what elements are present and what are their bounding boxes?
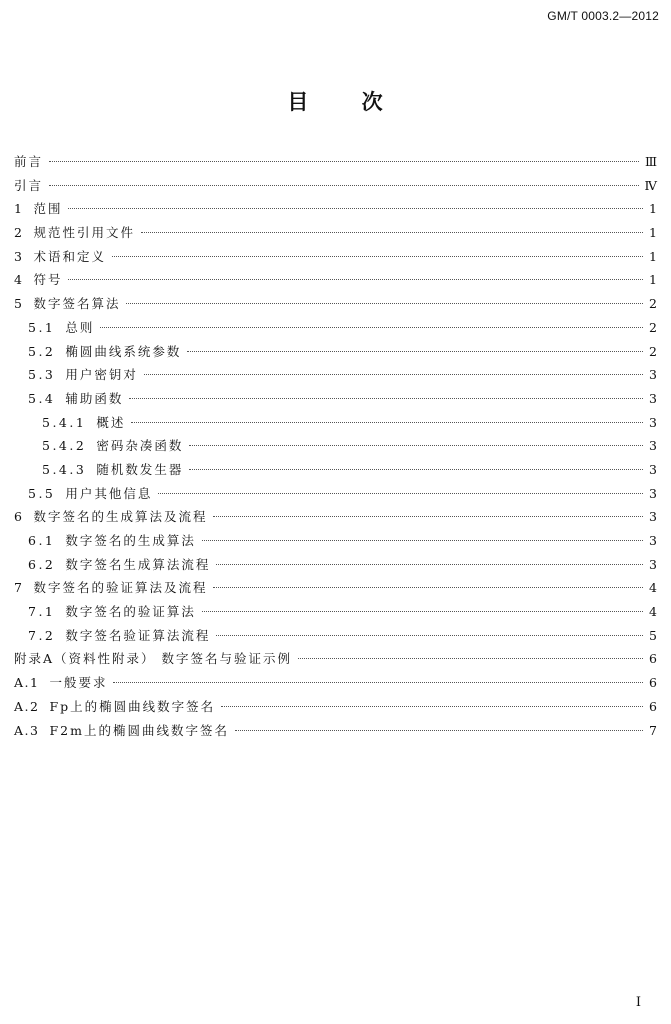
- toc-entry[interactable]: [14, 387, 657, 411]
- toc-page-number: 6: [649, 675, 657, 691]
- dot-leader: [158, 493, 643, 494]
- toc-page-number: 3: [649, 390, 657, 406]
- dot-leader: [126, 303, 643, 304]
- toc-entry[interactable]: [14, 174, 657, 198]
- dot-leader: [189, 445, 643, 446]
- toc-page-number: 1: [649, 225, 657, 241]
- toc-label: 数字签名的生成算法: [65, 533, 196, 548]
- toc-label: 概述: [96, 414, 126, 430]
- toc-page-number: 2: [649, 319, 657, 335]
- toc-page-number: 3: [649, 556, 657, 572]
- toc-page-number: 3: [649, 485, 657, 501]
- toc-entry[interactable]: [14, 624, 657, 648]
- toc-label: 一般要求: [49, 675, 108, 691]
- toc-label: 数字签名算法: [33, 296, 121, 312]
- toc-label: 椭圆曲线系统参数: [65, 343, 182, 359]
- dot-leader: [144, 374, 643, 375]
- standard-number: GM/T 0003.2—2012: [547, 9, 659, 23]
- dot-leader: [216, 564, 643, 565]
- toc-entry[interactable]: [14, 576, 657, 600]
- page-number: I: [635, 995, 641, 1010]
- toc-entry[interactable]: [14, 340, 657, 364]
- toc-entry[interactable]: [14, 268, 657, 292]
- toc-label: 数字签名验证算法流程: [65, 627, 211, 643]
- toc-label: Fp上的椭圆曲线数字签名: [49, 698, 216, 714]
- toc-section-number: 6.1: [28, 533, 56, 548]
- toc-page-number: 2: [649, 296, 657, 312]
- toc-page-number: 6: [649, 651, 657, 667]
- dot-leader: [235, 730, 643, 731]
- toc-section-number: 5.2: [28, 343, 56, 359]
- toc-label: 附录A（资料性附录） 数字签名与验证示例: [14, 651, 293, 667]
- toc-page-number: 6: [649, 698, 657, 714]
- toc-entry[interactable]: [14, 363, 657, 387]
- dot-leader: [49, 161, 639, 162]
- dot-leader: [112, 256, 643, 257]
- toc-page-number: Ⅲ: [644, 154, 657, 169]
- toc-page-number: 2: [649, 343, 657, 359]
- toc-label: 前言: [14, 154, 44, 169]
- toc-section-number: 5.4.1: [42, 414, 87, 430]
- toc-page-number: Ⅳ: [644, 177, 657, 193]
- dot-leader: [221, 706, 643, 707]
- toc-label: 用户其他信息: [65, 485, 153, 501]
- toc-section-number: 5: [14, 296, 24, 312]
- dot-leader: [141, 232, 643, 233]
- toc-section-number: A.1: [14, 675, 40, 691]
- toc-entry[interactable]: [14, 197, 657, 221]
- toc-section-number: A.3: [14, 722, 40, 738]
- dot-leader: [216, 635, 643, 636]
- toc-label: 符号: [33, 272, 63, 288]
- toc-entry[interactable]: [14, 245, 657, 269]
- dot-leader: [213, 587, 643, 588]
- dot-leader: [202, 611, 643, 612]
- toc-page-number: 3: [649, 414, 657, 430]
- dot-leader: [298, 658, 643, 659]
- toc-section-number: 6: [14, 509, 24, 525]
- toc-page-number: 3: [649, 509, 657, 525]
- toc-page-number: 3: [649, 461, 657, 477]
- toc-label: 范围: [33, 201, 63, 217]
- toc-label: 随机数发生器: [96, 461, 184, 477]
- toc-label: 术语和定义: [33, 248, 106, 264]
- toc-label: 引言: [14, 177, 44, 193]
- toc-label: 数字签名的验证算法及流程: [33, 580, 208, 596]
- toc-page-number: 7: [649, 722, 657, 738]
- toc-section-number: 5.4.2: [42, 438, 87, 454]
- toc-section-number: 5.3: [28, 367, 56, 383]
- toc-entry[interactable]: [14, 458, 657, 482]
- toc-section-number: 5.4.3: [42, 461, 87, 477]
- toc-entry[interactable]: [14, 553, 657, 577]
- toc-section-number: 4: [14, 272, 24, 288]
- toc-entry[interactable]: [14, 529, 657, 553]
- toc-entry[interactable]: [14, 482, 657, 506]
- dot-leader: [49, 185, 638, 186]
- toc-entry[interactable]: [14, 719, 657, 743]
- toc-entry[interactable]: [14, 647, 657, 671]
- toc-label: 数字签名的验证算法: [65, 604, 196, 620]
- toc-page-number: 5: [649, 627, 657, 643]
- toc-page-number: 3: [649, 438, 657, 454]
- toc-entry[interactable]: [14, 434, 657, 458]
- toc-page-number: 3: [649, 367, 657, 383]
- toc-section-number: A.2: [14, 698, 40, 714]
- toc-section-number: 7.1: [28, 604, 56, 620]
- dot-leader: [187, 351, 643, 352]
- dot-leader: [202, 540, 643, 541]
- toc-section-number: 5.5: [28, 485, 56, 501]
- dot-leader: [131, 422, 643, 423]
- toc-entry[interactable]: [14, 221, 657, 245]
- dot-leader: [68, 208, 643, 209]
- toc-label: 总则: [65, 319, 95, 335]
- toc-section-number: 2: [14, 225, 24, 241]
- dot-leader: [129, 398, 643, 399]
- table-of-contents: [14, 150, 657, 742]
- toc-label: 密码杂凑函数: [96, 438, 184, 454]
- toc-section-number: 6.2: [28, 556, 56, 572]
- toc-entry[interactable]: [14, 505, 657, 529]
- toc-section-number: 3: [14, 248, 24, 264]
- toc-entry[interactable]: [14, 411, 657, 435]
- toc-entry[interactable]: [14, 316, 657, 340]
- toc-section-number: 7: [14, 580, 24, 596]
- toc-label: 数字签名生成算法流程: [65, 556, 211, 572]
- toc-label: F2m上的椭圆曲线数字签名: [49, 722, 229, 738]
- toc-section-number: 1: [14, 201, 24, 217]
- toc-label: 辅助函数: [65, 390, 124, 406]
- toc-page-number: 4: [649, 580, 657, 596]
- dot-leader: [100, 327, 643, 328]
- toc-entry[interactable]: [14, 150, 657, 174]
- toc-entry[interactable]: [14, 292, 657, 316]
- dot-leader: [113, 682, 643, 683]
- dot-leader: [68, 279, 643, 280]
- toc-page-number: 1: [649, 201, 657, 217]
- toc-page-number: 4: [649, 604, 657, 620]
- toc-entry[interactable]: [14, 600, 657, 624]
- toc-entry[interactable]: [14, 671, 657, 695]
- toc-label: 数字签名的生成算法及流程: [33, 509, 208, 525]
- toc-page-number: 1: [649, 248, 657, 264]
- dot-leader: [189, 469, 643, 470]
- dot-leader: [213, 516, 643, 517]
- toc-section-number: 7.2: [28, 627, 56, 643]
- page-title: 目 次: [287, 90, 384, 114]
- toc-section-number: 5.4: [28, 390, 56, 406]
- toc-label: 用户密钥对: [65, 367, 138, 383]
- toc-label: 规范性引用文件: [33, 225, 135, 241]
- toc-entry[interactable]: [14, 695, 657, 719]
- toc-page-number: 1: [649, 272, 657, 288]
- toc-page-number: 3: [649, 533, 657, 548]
- toc-section-number: 5.1: [28, 319, 56, 335]
